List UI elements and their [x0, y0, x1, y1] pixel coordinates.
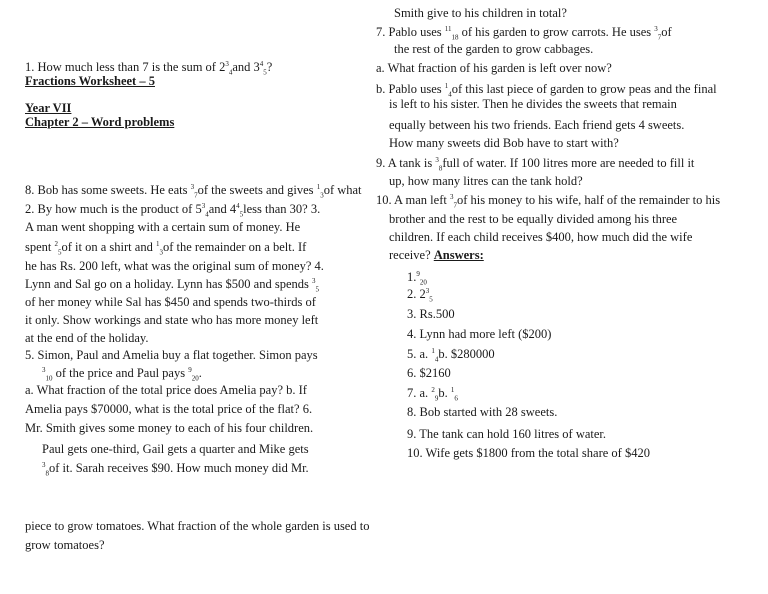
question-6-line-1: Mr. Smith gives some money to each of his four children. — [25, 421, 314, 435]
question-8-line-4: How many sweets did Bob have to start with? — [389, 136, 619, 150]
question-8-start: 8. Bob has some sweets. He eats $^3_7$of the sweets and gives $^1_3$of what — [25, 182, 362, 200]
question-9-line-1: 9. A tank is $^3_8$full of water. If 100 litres more are needed to fill it — [376, 155, 695, 173]
question-3-line-3: he has Rs. 200 left, what was the original sum of money? 4. — [25, 259, 324, 273]
answer-7: 7. a. $^2_9$b. $^1_6$ — [407, 385, 458, 403]
answer-6: 6. $2160 — [407, 366, 451, 380]
question-10-line-4: receive? Answers: — [389, 248, 484, 262]
answers-heading: Answers: — [433, 248, 484, 262]
answer-9: 9. The tank can hold 160 litres of water. — [407, 427, 607, 441]
question-6-line-3: $^3_8$of it. Sarah receives $90. How much money did Mr. — [42, 460, 309, 478]
question-7-tail-line-1: piece to grow tomatoes. What fraction of the whole garden is used to — [25, 519, 370, 533]
question-9-line-2: up, how many litres can the tank hold? — [389, 174, 583, 188]
question-10-line-3: children. If each child receives $400, how much did the wife — [389, 230, 693, 244]
answer-5: 5. a. $^1_4$b. $280000 — [407, 346, 495, 364]
question-7-line-1: 7. Pablo uses $^{11}_{18}$ of his garden to grow carrots. He uses $^3_7$of — [376, 24, 672, 42]
question-3-line-1: A man went shopping with a certain sum of money. He — [25, 220, 301, 234]
question-8-line-2: is left to his sister. Then he divides the sweets that remain — [389, 97, 677, 111]
question-6-line-2: Paul gets one-third, Gail gets a quarter and Mike gets — [42, 442, 309, 456]
question-10-line-2: brother and the rest to be equally divided among his three — [389, 212, 678, 226]
worksheet-title: Fractions Worksheet – 5 — [25, 74, 155, 88]
question-10-line-1: 10. A man left $^3_7$of his money to his wife, half of the remainder to his — [376, 192, 721, 210]
answer-1: 1.$^9_{20}$ — [407, 269, 427, 287]
question-4-line-4: at the end of the holiday. — [25, 331, 149, 345]
question-2: 2. By how much is the product of $5^3_4and$ $4^4_5less$ than 30? 3. — [25, 201, 321, 219]
answer-8: 8. Bob started with 28 sweets. — [407, 405, 558, 419]
year-heading: Year VII — [25, 101, 72, 115]
question-1: 1. How much less than 7 is the sum of $2^3_4and$ $3^4_5$? — [25, 59, 273, 77]
question-6-tail: Smith give to his children in total? — [394, 6, 567, 20]
question-5-line-1: 5. Simon, Paul and Amelia buy a flat together. Simon pays — [25, 348, 318, 362]
question-4-line-3: it only. Show workings and state who has more money left — [25, 313, 319, 327]
chapter-heading: Chapter 2 – Word problems — [25, 115, 175, 129]
question-7-part-a: a. What fraction of his garden is left over now? — [376, 61, 612, 75]
question-7-tail-line-2: grow tomatoes? — [25, 538, 105, 552]
question-4-line-1: Lynn and Sal go on a holiday. Lynn has $500 and spends $^3_5$ — [25, 276, 320, 294]
question-7-line-2: the rest of the garden to grow cabbages. — [394, 42, 594, 56]
question-5-line-4: Amelia pays $70000, what is the total price of the flat? 6. — [25, 402, 313, 416]
answer-10: 10. Wife gets $1800 from the total share of $420 — [407, 446, 650, 460]
question-3-line-2: spent $^2_5$of it on a shirt and $^1_3$of the remainder on a belt. If — [25, 239, 307, 257]
answer-3: 3. Rs.500 — [407, 307, 455, 321]
question-4-line-2: of her money while Sal has $450 and spends two-thirds of — [25, 295, 316, 309]
question-7-part-b: b. Pablo uses $^1_4$of this last piece of garden to grow peas and the final — [376, 81, 717, 99]
answer-4: 4. Lynn had more left ($200) — [407, 327, 552, 341]
question-8-line-3: equally between his two friends. Each friend gets 4 sweets. — [389, 118, 685, 132]
question-5-line-2: $^3_{10}$ of the price and Paul pays $^9_{20}$. — [42, 365, 202, 383]
answer-2: 2. $2^3_5$ — [407, 286, 433, 304]
question-5-line-3: a. What fraction of the total price does Amelia pay? b. If — [25, 383, 307, 397]
